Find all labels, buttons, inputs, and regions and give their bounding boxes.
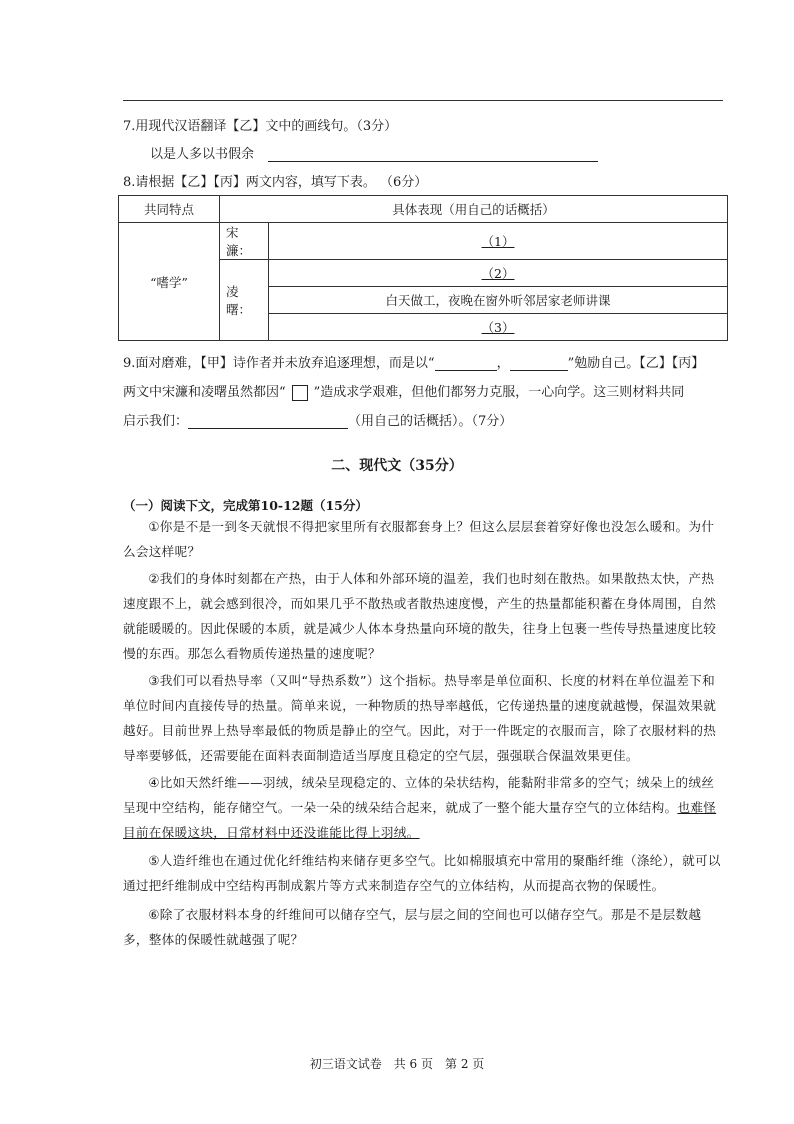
q9-text-1a: 9.面对磨难，【甲】诗作者并未放弃追逐理想，而是以“: [123, 356, 435, 371]
q9-line-1: [123, 352, 704, 371]
q8-blank-3: （3）: [481, 320, 515, 335]
q9-text-2b: ”造成求学艰难，但他们都努力克服，一心向学。这三则材料共同: [313, 385, 685, 400]
paragraph-2: ②我们的身体时刻都在产热，由于人体和外部环境的温差，我们也时刻在散热。如果散热太快，产热速度跟不上，就会感到很冷，而如果几乎不散热或者散热速度慢，产生的热量都能积蓄在身体周围，自然就能暖暖的。因此保暖的本质，就是减少人体本身热量向环境的散失，往身上包裹一些传导热量速度比较慢的东西。那怎么看物质传递热量的速度呢？: [123, 571, 717, 661]
paragraph-4: [123, 770, 726, 845]
q8-stem: 8.请根据【乙】【丙】两文内容，填写下表。 （6分）: [123, 175, 428, 190]
q7-answer-blank[interactable]: [268, 147, 598, 162]
section-title: 二、现代文（35分）: [331, 458, 463, 474]
q8-blank-2: （2）: [481, 266, 515, 281]
q9-blank-3[interactable]: [188, 415, 348, 429]
q9-sep: ，: [496, 356, 510, 371]
q7-stem: 7.用现代汉语翻译【乙】文中的画线句。（3分）: [123, 119, 398, 134]
q9-text-3a: 启示我们：: [123, 414, 189, 429]
q8-common-trait: “嗜学”: [119, 223, 220, 341]
q8-cell-3: 白天做工，夜晚在窗外听邻居家老师讲课: [269, 287, 728, 314]
header-rule: [123, 100, 723, 101]
paragraph-1: ①你是不是一到冬天就恨不得把家里所有衣服都套身上？但这么层层套着穿好像也没怎么暖和。为什么会这样呢？: [123, 519, 715, 559]
q8-header-common: 共同特点: [119, 196, 220, 223]
q8-header-row: [119, 196, 728, 223]
q9-blank-1[interactable]: [435, 357, 497, 371]
q7-sentence: 以是人多以书假余: [150, 147, 255, 162]
q7-answer-line: [150, 143, 598, 162]
section-subtitle: （一）阅读下文，完成第10-12题（15分）: [123, 498, 368, 513]
q8-person-1: 宋濂：: [220, 223, 269, 260]
paragraph-5: ⑤人造纤维也在通过优化纤维结构来储存更多空气。比如棉服填充中常用的聚酯纤维（涤纶），就可以通过把纤维制成中空结构再制成絮片等方式来制造存空气的立体结构，从而提高衣物的保暖性。: [123, 853, 721, 893]
q8-row-1: [119, 223, 728, 260]
q8-cell-1[interactable]: [269, 223, 728, 260]
q9-blank-2[interactable]: [510, 357, 568, 371]
q8-blank-1: （1）: [481, 234, 515, 249]
q9-text-1b: ”勉励自己。【乙】【丙】: [567, 356, 705, 371]
q9-text-2a: 两文中宋濂和凌曙虽然都因“: [123, 385, 286, 400]
q8-person-2: 凌曙：: [220, 260, 269, 341]
paragraph-3: ③我们可以看热导率（又叫“导热系数”）这个指标。热导率是单位面积、长度的材料在单位温差下和单位时间内直接传导的热量。简单来说，一种物质的热导率越低，它传递热量的速度就越慢，保温效果就越好。目前世界上热导率最低的物质是静止的空气。因此，对于一件既定的衣服而言，除了衣服材料的热导率要够低，还需要能在面料表面制造适当厚度且稳定的空气层，强强联合保温效果更佳。: [123, 673, 717, 763]
q9-line-2: [123, 381, 684, 401]
q9-box-blank[interactable]: [292, 385, 308, 401]
paragraph-4-underlined: 也难怪目前在保暖这块，日常材料中还没谁能比得上羽绒。: [123, 800, 717, 840]
q8-header-detail: 具体表现（用自己的话概括）: [220, 196, 728, 223]
q8-cell-2[interactable]: [269, 260, 728, 287]
q9-text-3b: （用自己的话概括）。（7分）: [348, 414, 513, 429]
q8-table: [118, 195, 728, 341]
paragraph-6: ⑥除了衣服材料本身的纤维间可以储存空气，层与层之间的空间也可以储存空气。那是不是层数越多，整体的保暖性就越强了呢？: [123, 907, 702, 947]
q8-cell-4[interactable]: [269, 314, 728, 341]
q9-line-3: [123, 410, 512, 429]
page-footer: 初三语文试卷 共 6 页 第 2 页: [309, 1057, 485, 1071]
paragraph-4-text: ④比如天然纤维——羽绒，绒朵呈现稳定的、立体的朵状结构，能黏附非常多的空气；绒朵上的绒丝呈现中空结构，能存储空气。一朵一朵的绒朵结合起来，就成了一整个能大量存空气的立体结构。: [123, 775, 715, 815]
